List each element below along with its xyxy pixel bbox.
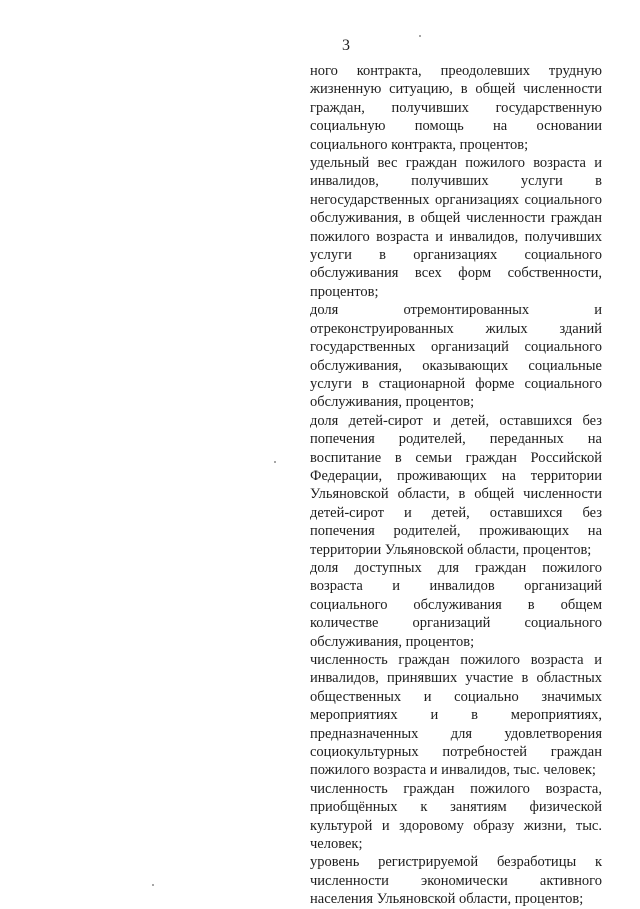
scan-speck [419,35,421,37]
indicator-paragraph: уровень регистрируемой безработицы к численности экономически активного населения Ульяновской области, процентов; [310,854,602,908]
page-number: 3 [342,37,350,54]
scan-speck [152,884,154,886]
scan-speck [274,461,276,463]
indicator-paragraph: удельный вес граждан пожилого возраста и инвалидов, получивших услуги в негосударственных организациях социального обслуживания, в общей численности граждан пожилого возраста и инвалидов, получивших услуги в организациях социального обслуживания всех форм собственности, процентов; [310,155,602,300]
indicator-paragraph: численность граждан пожилого возраста, приобщённых к занятиям физической культурой и здоровому образу жизни, тыс. человек; [310,780,602,853]
indicator-paragraph: доля детей-сирот и детей, оставшихся без попечения родителей, переданных на воспитание в семьи граждан Российской Федерации, проживающих на территории Ульяновской области, в общей численности детей-сирот и детей, оставшихся без попечения родителей, проживающих на территории Ульяновской области, процентов; [310,412,602,558]
indicator-paragraph: ного контракта, преодолевших трудную жизненную ситуацию, в общей численности граждан, получивших государственную социальную помощь на основании социального контракта, процентов; [310,63,602,153]
indicator-paragraph: доля отремонтированных и отреконструированных жилых зданий государственных организаций социального обслуживания, оказывающих социальные услуги в стационарной форме социального обслуживания, процентов; [310,302,602,411]
indicator-paragraph: численность граждан пожилого возраста и инвалидов, принявших участие в областных общественных и социально значимых мероприятиях и в мероприятиях, предназначенных для удовлетворения социокультурных потребностей граждан пожилого возраста и инвалидов, тыс. человек; [310,652,602,779]
document-body [310,62,602,909]
indicator-paragraph: доля доступных для граждан пожилого возраста и инвалидов организаций социального обслуживания в общем количестве организаций социального обслуживания, процентов; [310,559,602,650]
